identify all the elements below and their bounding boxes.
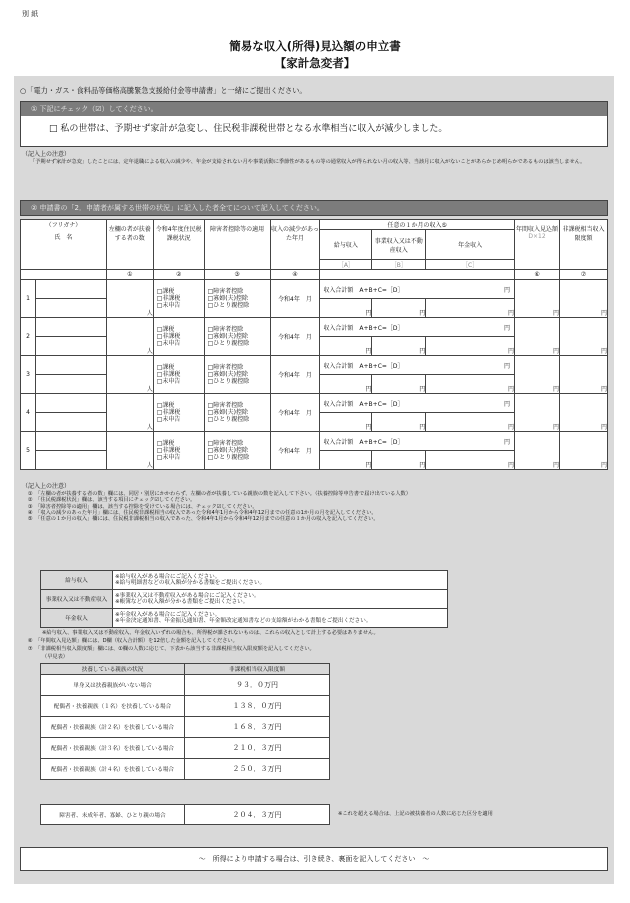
ref-limit: ２１０．３万円 bbox=[185, 738, 330, 759]
furigana-input[interactable] bbox=[35, 394, 106, 413]
salary-header: 給与収入 bbox=[320, 230, 372, 260]
quick-ref-table bbox=[40, 663, 330, 780]
deduction-option[interactable]: □ひとり親控除 bbox=[207, 302, 250, 309]
section2-label-bar bbox=[20, 200, 608, 216]
yen-label: 円 bbox=[504, 286, 511, 294]
limit-input[interactable] bbox=[560, 318, 608, 356]
person-unit: 人 bbox=[146, 462, 153, 469]
doc-label: 事業収入又は不動産収入 bbox=[41, 590, 113, 609]
ref-status: 単身又は扶養親族がいない場合 bbox=[41, 675, 185, 696]
total-income-cell[interactable] bbox=[320, 318, 515, 337]
furigana-input[interactable] bbox=[35, 432, 106, 451]
yen-label: 円 bbox=[365, 348, 372, 355]
limit-header: 非課税相当収入限度額 bbox=[560, 220, 608, 270]
yen-label: 円 bbox=[365, 386, 372, 393]
yen-label: 円 bbox=[552, 348, 559, 355]
tax-status-checkboxes[interactable] bbox=[153, 432, 204, 470]
footer-text: ～ 所得により申請する場合は、引き続き、裏面を記入してください ～ bbox=[198, 855, 430, 863]
limit-input[interactable] bbox=[560, 280, 608, 318]
name-input[interactable] bbox=[35, 413, 106, 432]
tax-option[interactable]: □課税 bbox=[156, 440, 175, 447]
deduction-option[interactable]: □障害者控除 bbox=[207, 364, 244, 371]
total-income-cell[interactable] bbox=[320, 356, 515, 375]
business-input[interactable] bbox=[372, 413, 426, 432]
pension-input[interactable] bbox=[426, 413, 515, 432]
section1-notes-text: 「予期せず家計が急変」したことには、定年退職による収入の減少や、年金が支給されない月や事業活動に季節性があるもの等の通常収入が得られない月の収入等、当該月に収入がないことがあらかじめ明らかであるものは該当しません。 bbox=[30, 159, 586, 165]
tax-status-header: 令和4年度住民税課税状況 bbox=[153, 220, 204, 270]
doc-text: ※年金収入がある場合にご記入ください。 ※年金決定通知書、年金振込通知書、年金額改定通知書などの支給額がわかる書類をご提出ください。 bbox=[113, 609, 448, 628]
pension-input[interactable] bbox=[426, 375, 515, 394]
salary-input[interactable] bbox=[320, 413, 372, 432]
col7-number: ⑦ bbox=[560, 270, 608, 280]
col6-number: ⑥ bbox=[515, 270, 560, 280]
col5-spacer bbox=[320, 270, 515, 280]
note-item-6: ⑥ 「年間収入見込額」欄には、D欄（収入合計額）を12倍した金額を記入してください。 bbox=[28, 638, 238, 644]
pension-header: 年金収入 bbox=[426, 230, 515, 260]
col2-number: ② bbox=[153, 270, 204, 280]
deduction-option[interactable]: □障害者控除 bbox=[207, 402, 244, 409]
row-number: 5 bbox=[21, 432, 36, 470]
yen-label: 円 bbox=[508, 424, 515, 431]
yen-label: 円 bbox=[419, 386, 426, 393]
business-input[interactable] bbox=[372, 337, 426, 356]
col-c-label: ［C］ bbox=[426, 260, 515, 270]
name-input[interactable] bbox=[35, 337, 106, 356]
deduction-option[interactable]: □寡婦(夫)控除 bbox=[207, 333, 248, 340]
decrease-month-input[interactable]: 令和4年 月 bbox=[270, 280, 320, 318]
tax-option[interactable]: □未申告 bbox=[156, 340, 181, 347]
dependents-input[interactable] bbox=[106, 356, 153, 394]
note-item: ① 「左欄の者が扶養する者の数」欄には、同居・別居にかかわらず、左欄の者が扶養している親族の数を記入して下さい。（扶養控除等申告書で届け出ている人数） bbox=[28, 491, 411, 497]
col4-number: ④ bbox=[270, 270, 320, 280]
limit-input[interactable] bbox=[560, 394, 608, 432]
ref-extra-status: 障害者、未成年者、寡婦、ひとり親の場合 bbox=[41, 805, 185, 825]
footer-box bbox=[20, 847, 608, 871]
total-label: 収入合計額 A+B+C=［D］ bbox=[323, 324, 404, 332]
doc-label: 給与収入 bbox=[41, 571, 113, 590]
business-input[interactable] bbox=[372, 451, 426, 470]
pension-input[interactable] bbox=[426, 337, 515, 356]
note-item: ③ 「障害者控除等の適用」欄は、該当する控除を受けている場合には、チェック☑してください。 bbox=[28, 503, 258, 510]
yen-label: 円 bbox=[365, 424, 372, 431]
decrease-month-input[interactable]: 令和4年 月 bbox=[270, 394, 320, 432]
deduction-option[interactable]: □ひとり親控除 bbox=[207, 416, 250, 423]
ref-status: 配偶者・扶養親族（計２名）を扶養している場合 bbox=[41, 717, 185, 738]
name-input[interactable] bbox=[35, 451, 106, 470]
person-unit: 人 bbox=[146, 348, 153, 355]
person-row bbox=[21, 394, 608, 413]
tax-option[interactable]: □非課税 bbox=[156, 295, 181, 302]
note-item: ④ 「収入の減少のあった年月」欄には、住民税非課税相当の収入であった令和4年1月から令和4年12月までの任意の1か月の月を記入してください。 bbox=[28, 509, 377, 516]
yen-label: 円 bbox=[508, 310, 515, 317]
person-unit: 人 bbox=[146, 386, 153, 393]
annual-income-header: 年間収入見込額 bbox=[516, 226, 559, 233]
total-label: 収入合計額 A+B+C=［D］ bbox=[323, 400, 404, 408]
decrease-month-input[interactable]: 令和4年 月 bbox=[270, 318, 320, 356]
deduction-checkboxes[interactable] bbox=[204, 394, 270, 432]
deduction-option[interactable]: □寡婦(夫)控除 bbox=[207, 447, 248, 454]
row-number: 1 bbox=[21, 280, 36, 318]
tax-option[interactable]: □非課税 bbox=[156, 409, 181, 416]
deduction-option[interactable]: □ひとり親控除 bbox=[207, 340, 250, 347]
yen-label: 円 bbox=[600, 386, 607, 393]
row-number: 4 bbox=[21, 394, 36, 432]
dependents-input[interactable] bbox=[106, 280, 153, 318]
quick-ref-label: （早見表） bbox=[42, 654, 68, 660]
income-documents-table bbox=[40, 570, 448, 628]
person-row bbox=[21, 432, 608, 451]
deduction-checkboxes[interactable] bbox=[204, 432, 270, 470]
ref-limit: ９３．０万円 bbox=[185, 675, 330, 696]
ref-limit: １６８．３万円 bbox=[185, 717, 330, 738]
total-income-cell[interactable] bbox=[320, 394, 515, 413]
annual-income-input[interactable] bbox=[515, 318, 560, 356]
quick-ref-extra-table bbox=[40, 804, 330, 825]
row-number: 3 bbox=[21, 356, 36, 394]
tax-option[interactable]: □非課税 bbox=[156, 333, 181, 340]
yen-label: 円 bbox=[552, 424, 559, 431]
tax-status-checkboxes[interactable] bbox=[153, 280, 204, 318]
tax-option[interactable]: □未申告 bbox=[156, 378, 181, 385]
person-row bbox=[21, 318, 608, 337]
yen-label: 円 bbox=[419, 348, 426, 355]
ref-status: 配偶者・扶養親族（１名）を扶養している場合 bbox=[41, 696, 185, 717]
ref-header-status: 扶養している親族の状況 bbox=[41, 664, 185, 675]
yen-label: 円 bbox=[600, 424, 607, 431]
doc-label: 年金収入 bbox=[41, 609, 113, 628]
yen-label: 円 bbox=[600, 310, 607, 317]
tax-option[interactable]: □未申告 bbox=[156, 416, 181, 423]
section1-box bbox=[20, 101, 608, 147]
page-title: 簡易な収入(所得)見込額の申立書 bbox=[229, 39, 401, 53]
yen-label: 円 bbox=[508, 386, 515, 393]
yen-label: 円 bbox=[552, 310, 559, 317]
yen-label: 円 bbox=[552, 462, 559, 469]
business-input[interactable] bbox=[372, 375, 426, 394]
dependents-input[interactable] bbox=[106, 318, 153, 356]
limit-input[interactable] bbox=[560, 356, 608, 394]
ref-header-limit: 非課税相当収入限度額 bbox=[185, 664, 330, 675]
total-label: 収入合計額 A+B+C=［D］ bbox=[323, 362, 404, 370]
pension-input[interactable] bbox=[426, 451, 515, 470]
name-input[interactable] bbox=[35, 375, 106, 394]
doc-text: ※事業収入又は不動産収入がある場合にご記入ください。 ※帳簿などの収入額が分かる書類をご提出ください。 bbox=[113, 590, 448, 609]
dependents-input[interactable] bbox=[106, 432, 153, 470]
tax-option[interactable]: □非課税 bbox=[156, 447, 181, 454]
yen-label: 円 bbox=[419, 462, 426, 469]
yen-label: 円 bbox=[504, 324, 511, 332]
deduction-option[interactable]: □障害者控除 bbox=[207, 326, 244, 333]
tax-option[interactable]: □課税 bbox=[156, 326, 175, 333]
yen-label: 円 bbox=[504, 438, 511, 446]
tax-option[interactable]: □未申告 bbox=[156, 302, 181, 309]
tax-status-checkboxes[interactable] bbox=[153, 318, 204, 356]
salary-input[interactable] bbox=[320, 337, 372, 356]
name-input[interactable] bbox=[35, 299, 106, 318]
yen-label: 円 bbox=[365, 310, 372, 317]
deduction-option[interactable]: □寡婦(夫)控除 bbox=[207, 295, 248, 302]
decrease-month-header: 収入の減少があった年月 bbox=[270, 220, 320, 270]
page-subtitle: 【家計急変者】 bbox=[274, 56, 356, 70]
hardship-checkbox[interactable]: □ 私の世帯は、予期せず家計が急変し、住民税非課税世帯となる水準相当に収入が減少しました。 bbox=[49, 124, 448, 134]
annual-income-input[interactable] bbox=[515, 432, 560, 470]
attachment-label: 別 紙 bbox=[22, 10, 39, 18]
col-b-label: ［B］ bbox=[372, 260, 426, 270]
yen-label: 円 bbox=[504, 362, 511, 370]
total-income-cell[interactable] bbox=[320, 280, 515, 299]
doc-text: ※給与収入がある場合にご記入ください。 ※給与明細書などの収入額が分かる書類をご提出ください。 bbox=[113, 571, 448, 590]
deduction-checkboxes[interactable] bbox=[204, 356, 270, 394]
annual-income-input[interactable] bbox=[515, 394, 560, 432]
yen-label: 円 bbox=[508, 348, 515, 355]
tax-option[interactable]: □非課税 bbox=[156, 371, 181, 378]
yen-label: 円 bbox=[365, 462, 372, 469]
furigana-header: （フリガナ） bbox=[45, 222, 82, 229]
furigana-input[interactable] bbox=[35, 318, 106, 337]
tax-option[interactable]: □課税 bbox=[156, 402, 175, 409]
note-item: ② 「住民税課税状況」欄は、該当する項目にチェック☑してください。 bbox=[28, 497, 196, 504]
person-unit: 人 bbox=[146, 424, 153, 431]
note-item: ⑤ 「任意の１か月の収入」欄には、住民税非課税相当の収入であった、令和4年1月から令和4年12月までの任意の１か月の収入を記入してください。 bbox=[28, 516, 379, 523]
col1-number: ① bbox=[106, 270, 153, 280]
ref-limit: １３８．０万円 bbox=[185, 696, 330, 717]
col-a-label: ［A］ bbox=[320, 260, 372, 270]
yen-label: 円 bbox=[600, 462, 607, 469]
ref-status: 配偶者・扶養親族（計３名）を扶養している場合 bbox=[41, 738, 185, 759]
salary-input[interactable] bbox=[320, 451, 372, 470]
deduction-header: 障害者控除等の適用 bbox=[204, 220, 270, 270]
dependents-input[interactable] bbox=[106, 394, 153, 432]
yen-label: 円 bbox=[419, 424, 426, 431]
yen-label: 円 bbox=[504, 400, 511, 408]
person-row bbox=[21, 356, 608, 375]
row-number: 2 bbox=[21, 318, 36, 356]
deduction-option[interactable]: □障害者控除 bbox=[207, 440, 244, 447]
limit-input[interactable] bbox=[560, 432, 608, 470]
deduction-checkboxes[interactable] bbox=[204, 280, 270, 318]
pension-input[interactable] bbox=[426, 299, 515, 318]
deduction-option[interactable]: □障害者控除 bbox=[207, 288, 244, 295]
total-label: 収入合計額 A+B+C=［D］ bbox=[323, 286, 404, 294]
notes2-footnote: ※給与収入、事業収入又は不動産収入、年金収入いずれの場合も、所得税が課されないものは、これらの収入として計上する必要はありません。 bbox=[42, 630, 379, 636]
furigana-input[interactable] bbox=[35, 280, 106, 299]
section1-label: ① 下記にチェック（☑）してください。 bbox=[21, 102, 607, 116]
deduction-option[interactable]: □ひとり親控除 bbox=[207, 454, 250, 461]
tax-status-checkboxes[interactable] bbox=[153, 394, 204, 432]
household-income-table bbox=[20, 219, 608, 470]
intro-text: ○「電力・ガス・食料品等価格高騰緊急支援給付金等申請書」と一緒にご提出ください。 bbox=[20, 86, 307, 95]
tax-option[interactable]: □課税 bbox=[156, 288, 175, 295]
ref-status: 配偶者・扶養親族（計４名）を扶養している場合 bbox=[41, 759, 185, 780]
tax-option[interactable]: □課税 bbox=[156, 364, 175, 371]
person-row bbox=[21, 280, 608, 299]
ref-extra-limit: ２０４．３万円 bbox=[185, 805, 330, 825]
notes2-list bbox=[28, 491, 602, 522]
yen-label: 円 bbox=[419, 310, 426, 317]
ref-limit: ２５０．３万円 bbox=[185, 759, 330, 780]
annual-income-input[interactable] bbox=[515, 280, 560, 318]
deduction-option[interactable]: □ひとり親控除 bbox=[207, 378, 250, 385]
name-header: 氏 名 bbox=[54, 234, 73, 241]
section1-notes-heading: （記入上の注意） bbox=[22, 151, 71, 158]
yen-label: 円 bbox=[600, 348, 607, 355]
deduction-checkboxes[interactable] bbox=[204, 318, 270, 356]
annual-income-input[interactable] bbox=[515, 356, 560, 394]
note-item-7: ⑦ 「非課税相当収入限度額」欄には、①欄の人数に応じて、下表から該当する非課税相当収入限度額を記入してください。 bbox=[28, 646, 315, 652]
ref-extra-note: ※これを超える場合は、上記の被扶養者の人数に応じた区分を適用 bbox=[338, 811, 493, 817]
total-income-cell[interactable] bbox=[320, 432, 515, 451]
business-input[interactable] bbox=[372, 299, 426, 318]
annual-formula: D×12 bbox=[528, 233, 546, 240]
tax-status-checkboxes[interactable] bbox=[153, 356, 204, 394]
deduction-option[interactable]: □寡婦(夫)控除 bbox=[207, 409, 248, 416]
col1-number-spacer bbox=[21, 270, 107, 280]
yen-label: 円 bbox=[552, 386, 559, 393]
salary-input[interactable] bbox=[320, 375, 372, 394]
notes2-heading: （記入上の注意） bbox=[22, 483, 71, 490]
deduction-option[interactable]: □寡婦(夫)控除 bbox=[207, 371, 248, 378]
salary-input[interactable] bbox=[320, 299, 372, 318]
dependents-header: 左欄の者が扶養する者の数 bbox=[106, 220, 153, 270]
decrease-month-input[interactable]: 令和4年 月 bbox=[270, 356, 320, 394]
business-header: 事業収入又は不動産収入 bbox=[372, 230, 426, 260]
decrease-month-input[interactable]: 令和4年 月 bbox=[270, 432, 320, 470]
tax-option[interactable]: □未申告 bbox=[156, 454, 181, 461]
total-label: 収入合計額 A+B+C=［D］ bbox=[323, 438, 404, 446]
col3-number: ③ bbox=[204, 270, 270, 280]
monthly-income-header: 任意の１か月の収入⑤ bbox=[320, 220, 515, 230]
yen-label: 円 bbox=[508, 462, 515, 469]
section2-label: ② 申請書の「2．申請者が属する世帯の状況」に記入した者全てについて記入してください。 bbox=[21, 201, 607, 215]
furigana-input[interactable] bbox=[35, 356, 106, 375]
person-unit: 人 bbox=[146, 310, 153, 317]
